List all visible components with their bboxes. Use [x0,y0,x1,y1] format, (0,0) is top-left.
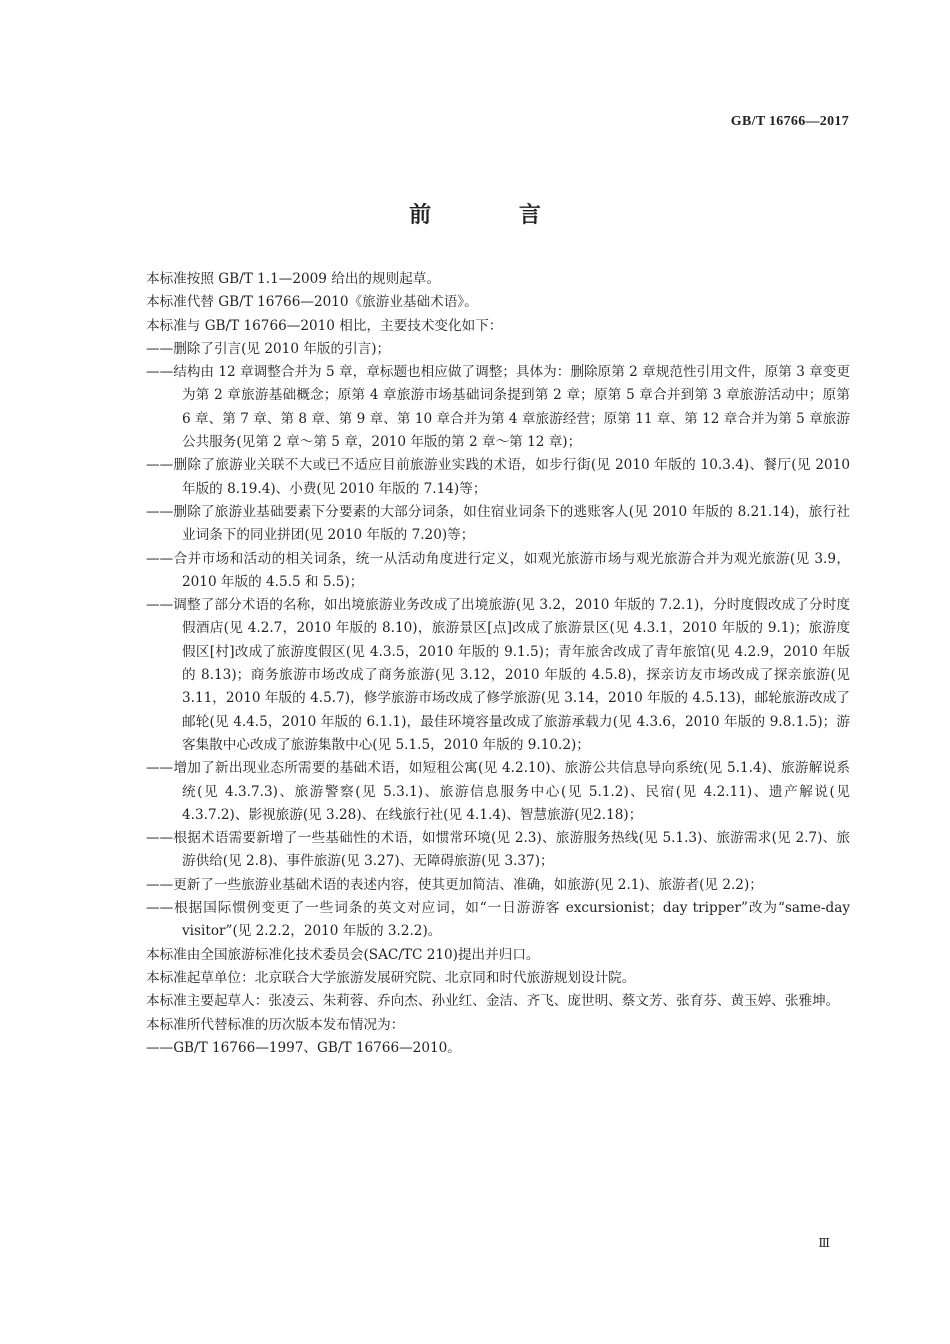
change-item: ——增加了新出现业态所需要的基础术语，如短租公寓(见 4.2.10)、旅游公共信息导向系统(见 5.1.4)、旅游解说系统(见 4.3.7.3)、旅游警察(见 5.3.1)、旅游信息服务中心(见 5.1.2)、民宿(见 4.2.11)、遗产解说(见 4.3.7.2)、影视旅游(见 3.28)、在线旅行社(见 4.1.4)、智慧旅游(见2.18)； [146,760,850,823]
history-item: ——GB/T 16766—1997、GB/T 16766—2010。 [146,1039,461,1056]
page-title: 前 言 [409,202,581,228]
paragraph: 本标准主要起草人：张凌云、朱莉蓉、乔向杰、孙业红、金洁、齐飞、庞世明、蔡文芳、张育芬、黄玉婷、张雅坤。 [146,993,840,1010]
change-item: ——删除了旅游业关联不大或已不适应目前旅游业实践的术语，如步行街(见 2010 年版的 10.3.4)、餐厅(见 2010 年版的 8.19.4)、小费(见 2010 年版的 7.14)等； [146,457,850,497]
document-body [116,268,850,1060]
paragraph: 本标准由全国旅游标准化技术委员会(SAC/TC 210)提出并归口。 [146,946,540,963]
change-item: ——根据国际惯例变更了一些词条的英文对应词，如“一日游游客 excursionist；day tripper”改为“same-day visitor”(见 2.2.2，2010 年版的 3.2.2)。 [146,900,850,940]
change-item: ——更新了一些旅游业基础术语的表述内容，使其更加简洁、准确，如旅游(见 2.1)、旅游者(见 2.2)； [146,876,763,893]
paragraph: 本标准起草单位：北京联合大学旅游发展研究院、北京同和时代旅游规划设计院。 [146,969,636,986]
page-number: Ⅲ [818,1236,830,1250]
change-item: ——合并市场和活动的相关词条，统一从活动角度进行定义，如观光旅游市场与观光旅游合并为观光旅游(见 3.9，2010 年版的 4.5.5 和 5.5)； [146,550,850,590]
change-item: ——根据术语需要新增了一些基础性的术语，如惯常环境(见 2.3)、旅游服务热线(见 5.1.3)、旅游需求(见 2.7)、旅游供给(见 2.8)、事件旅游(见 3.27)、无障碍旅游(见 3.37)； [146,830,850,870]
paragraph: 本标准所代替标准的历次版本发布情况为： [146,1016,405,1033]
change-item: ——结构由 12 章调整合并为 5 章，章标题也相应做了调整；具体为：删除原第 2 章规范性引用文件，原第 3 章变更为第 2 章旅游基础概念；原第 4 章旅游市场基础词条提到第 2 章；原第 5 章合并到第 3 章旅游活动中；原第 6 章、第 7 章、第 8 章、第 9 章、第 10 章合并为第 4 章旅游经营；原第 11 章、第 12 章合并为第 5 章旅游公共服务(见第 2 章～第 5 章，2010 年版的第 2 章～第 12 章)； [146,364,850,451]
change-item: ——删除了引言(见 2010 年版的引言)； [146,340,391,357]
change-item: ——调整了部分术语的名称，如出境旅游业务改成了出境旅游(见 3.2，2010 年版的 7.2.1)，分时度假改成了分时度假酒店(见 4.2.7，2010 年版的 8.10)，旅游景区[点]改成了旅游景区(见 4.3.1，2010 年版的 9.1)；旅游度假区[村]改成了旅游度假区(见 4.3.5，2010 年版的 9.1.5)；青年旅舍改成了青年旅馆(见 4.2.9，2010 年版的 8.13)；商务旅游市场改成了商务旅游(见 3.12，2010 年版的 4.5.8)，探亲访友市场改成了探亲旅游(见 3.11，2010 年版的 4.5.7)，修学旅游市场改成了修学旅游(见 3.14，2010 年版的 4.5.13)，邮轮旅游改成了邮轮(见 4.4.5，2010 年版的 6.1.1)，最佳环境容量改成了旅游承载力(见 4.3.6，2010 年版的 9.8.1.5)；游客集散中心改成了旅游集散中心(见 5.1.5，2010 年版的 9.10.2)； [146,597,850,753]
paragraph: 本标准与 GB/T 16766—2010 相比，主要技术变化如下： [146,317,503,334]
standard-code: GB/T 16766—2017 [730,114,849,129]
paragraph: 本标准代替 GB/T 16766—2010《旅游业基础术语》。 [146,294,478,311]
change-item: ——删除了旅游业基础要素下分要素的大部分词条，如住宿业词条下的逃账客人(见 2010 年版的 8.21.14)，旅行社业词条下的同业拼团(见 2010 年版的 7.20)等； [146,503,850,544]
paragraph: 本标准按照 GB/T 1.1—2009 给出的规则起草。 [146,271,440,287]
